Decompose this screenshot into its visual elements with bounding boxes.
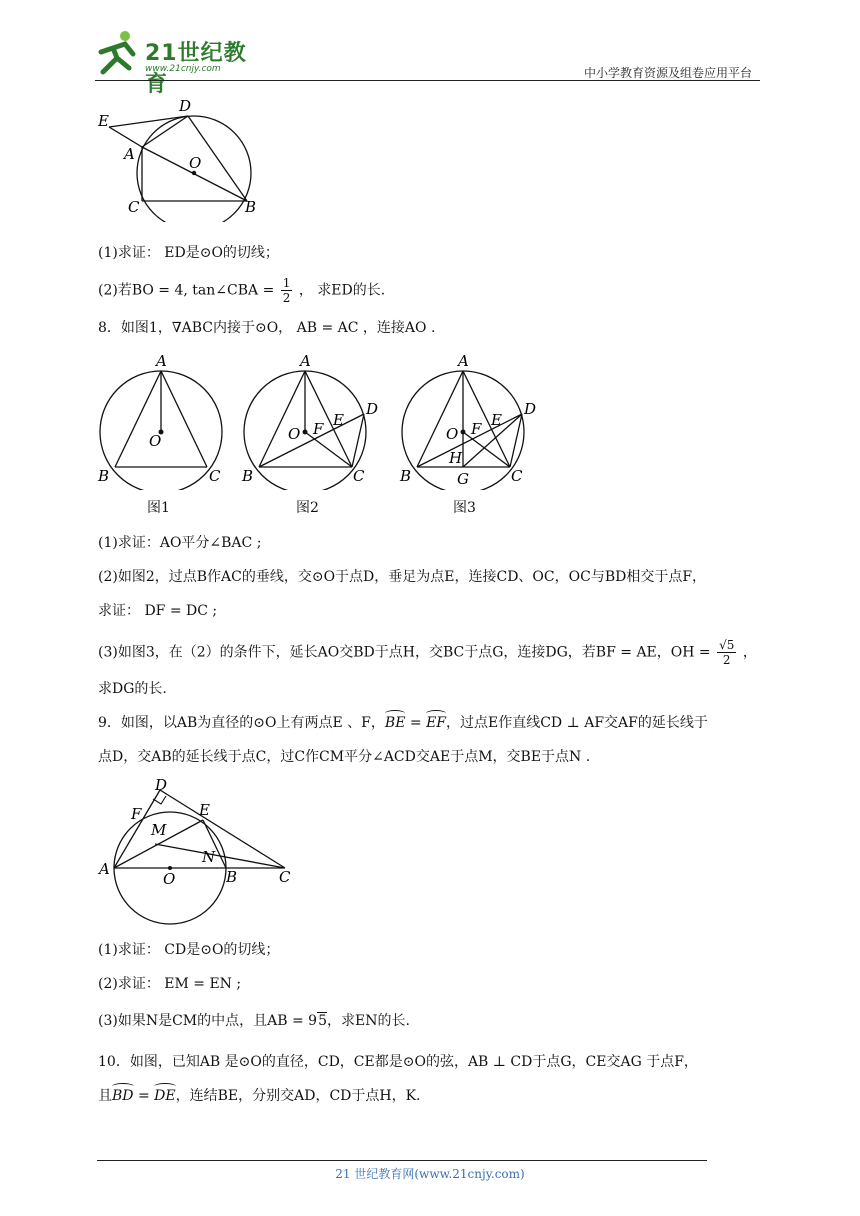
header-divider [95,80,760,81]
page-header [95,28,760,97]
label-O: O [163,870,176,888]
label-C: C [353,467,365,485]
figure-q8-3 [396,350,546,490]
label-G: G [457,470,469,488]
label-C: C [209,467,221,485]
label-O: O [288,425,301,443]
label-E: E [199,801,210,819]
label-C: C [279,868,291,886]
label-E: E [491,411,502,429]
label-B: B [245,198,257,216]
figure-caption-2: 图2 [296,500,319,516]
arc-BD: BD [112,1088,134,1104]
q8-part3-a: (3)如图3，在（2）的条件下，延长AO交BD于点H，交BC于点G，连接DG，若BF = AE，OH = [98,644,711,661]
q9-stem-b: ，过点E作直线CD ⊥ AF交AF的延长线于 [446,715,708,731]
label-A: A [99,860,110,878]
label-E: E [98,112,109,130]
label-D: D [179,97,192,115]
q7-part2 [98,276,385,305]
label-H: H [449,449,463,467]
platform-title: 中小学教育资源及组卷应用平台 [583,66,752,80]
q10-stem-line1: 10．如图，已知AB 是⊙O的直径，CD，CE都是⊙O的弦，AB ⊥ CD于点G，CE交AG 于点F， [98,1054,698,1070]
q7-fraction: $\frac{1}{2}$ [282,276,291,305]
q9-part3-b: ，求EN的长. [327,1013,410,1029]
label-E: E [333,411,344,429]
q7-part2-b: ， 求ED的长. [298,282,386,299]
q8-part1: (1)求证：AO平分∠BAC ; [98,535,262,551]
q8-part3-c: 求DG的长. [98,681,167,697]
q9-part3-a: (3)如果N是CM的中点，且AB = 9 [98,1013,318,1029]
label-N: N [202,848,216,866]
label-B: B [226,868,238,886]
q8-fraction: $\frac{√5}{2}$ [719,638,735,667]
label-F: F [313,420,324,438]
arc-EF: EF [426,715,446,731]
figure-caption-1: 图1 [147,500,170,516]
label-A: A [124,145,135,163]
q8-part3 [98,638,757,667]
footer-link[interactable]: 21 世纪教育网(www.21cnjy.com) [335,1167,525,1181]
label-B: B [242,467,254,485]
q8-part3-b: ， [742,644,757,661]
label-D: D [366,400,379,418]
logo-text: 21世纪教育 [145,41,247,97]
figure-q9 [95,778,305,926]
q7-part2-a: (2)若BO = 4, tan∠CBA = [98,282,275,299]
q9-stem-a: 9．如图，以AB为直径的⊙O上有两点E 、F， [98,715,385,731]
label-A: A [156,352,167,370]
q7-part1: (1)求证： ED是⊙O的切线； [98,245,279,261]
label-D: D [524,400,537,418]
label-F: F [471,420,482,438]
arc-BE: BE [384,715,406,731]
logo-url: www.21cnjy.com [145,64,221,74]
figure-caption-3: 图3 [453,500,476,516]
label-D: D [155,778,168,794]
figure-q8-1 [95,350,225,490]
q9-part1: (1)求证： CD是⊙O的切线； [98,942,280,958]
q8-part2-b: 求证： DF = DC ; [98,603,218,619]
sqrt-5: 5 [318,1013,327,1029]
label-C: C [128,198,140,216]
label-O: O [189,154,202,172]
label-B: B [98,467,110,485]
q9-part2: (2)求证： EM = EN ; [98,976,242,992]
arc-DE: DE [154,1088,176,1104]
q8-part2-a: (2)如图2，过点B作AC的垂线，交⊙O于点D，垂足为点E，连接CD、OC，OC与BD相交于点F， [98,569,707,585]
label-O: O [446,425,459,443]
label-M: M [151,821,167,839]
label-B: B [400,467,412,485]
figure-q7 [95,96,265,222]
label-A: A [458,352,469,370]
site-logo [95,28,265,97]
figure-q8-2 [238,350,388,490]
q9-stem-line2: 点D，交AB的延长线于点C，过C作CM平分∠ACD交AE于点M，交BE于点N . [98,749,591,765]
runner-logo-icon [95,28,143,76]
q8-stem: 8．如图1，∇ABC内接于⊙O， AB = AC ，连接AO . [98,320,436,336]
label-A: A [300,352,311,370]
label-C: C [511,467,523,485]
footer-divider [97,1160,707,1161]
q9-stem-line1: 9．如图，以AB为直径的⊙O上有两点E 、F，BE = EF，过点E作直线CD ⊥ AF交AF的延长线于 [98,715,708,731]
q10-stem-line2: 且BD = DE，连结BE，分别交AD，CD于点H，K. [98,1088,421,1104]
label-O: O [149,432,162,450]
q9-part3 [98,1011,410,1031]
label-F: F [131,805,142,823]
